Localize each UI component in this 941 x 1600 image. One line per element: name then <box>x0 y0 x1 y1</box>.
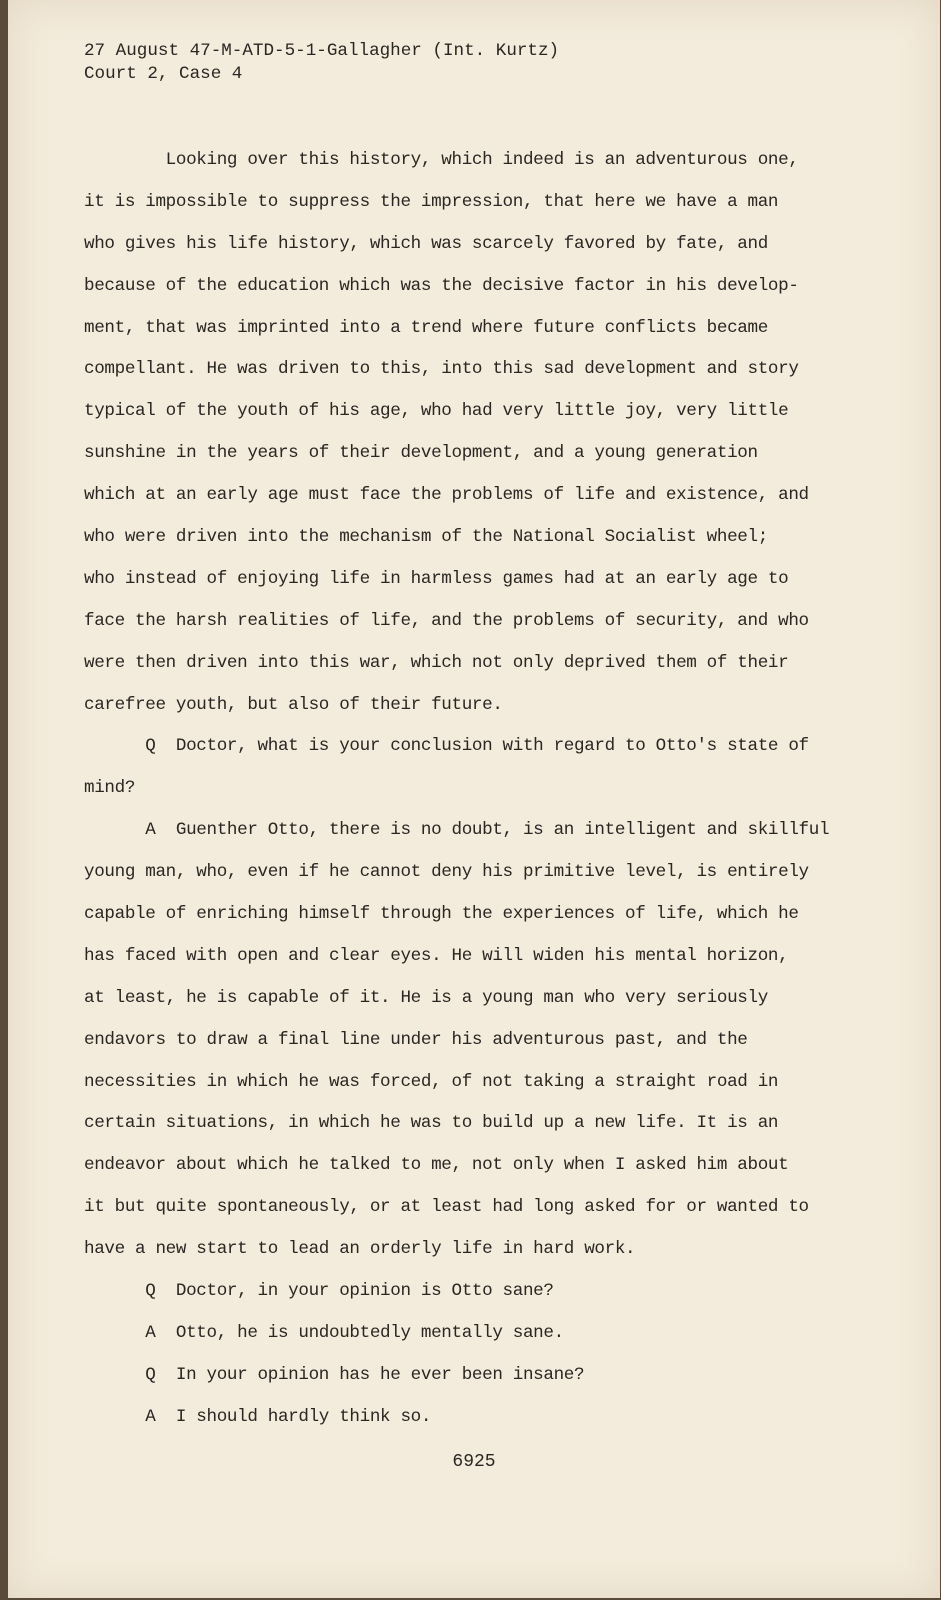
answer-line: A I should hardly think so. <box>84 1406 432 1427</box>
text-line: because of the education which was the decisive factor in his develop- <box>84 275 799 296</box>
text-line: were then driven into this war, which not only deprived them of their <box>84 652 789 673</box>
text-line: compellant. He was driven to this, into this sad development and story <box>84 359 799 380</box>
text-line: capable of enriching himself through the experiences of life, which he <box>84 904 799 925</box>
text-line: has faced with open and clear eyes. He will widen his mental horizon, <box>84 945 789 966</box>
text-line: who instead of enjoying life in harmless games had at an early age to <box>84 568 789 589</box>
text-line: ment, that was imprinted into a trend where future conflicts became <box>84 317 768 338</box>
text-line: necessities in which he was forced, of not taking a straight road in <box>84 1071 779 1092</box>
text-line: certain situations, in which he was to build up a new life. It is an <box>84 1113 779 1134</box>
question-line: Q Doctor, in your opinion is Otto sane? <box>84 1281 554 1302</box>
text-line: mind? <box>84 778 136 799</box>
document-page <box>8 0 940 1598</box>
document-header <box>84 40 559 86</box>
question-line: Q In your opinion has he ever been insane? <box>84 1364 585 1385</box>
question-line: Q Doctor, what is your conclusion with regard to Otto's state of <box>84 736 809 757</box>
document-body <box>84 140 844 1439</box>
answer-line: A Otto, he is undoubtedly mentally sane. <box>84 1322 564 1343</box>
header-date-line: 27 August 47-M-ATD-5-1-Gallagher (Int. Kurtz) <box>84 41 560 61</box>
text-line: it is impossible to suppress the impression, that here we have a man <box>84 191 779 212</box>
text-line: endeavor about which he talked to me, not only when I asked him about <box>84 1155 789 1176</box>
text-line: at least, he is capable of it. He is a young man who very seriously <box>84 987 768 1008</box>
text-line: have a new start to lead an orderly life in hard work. <box>84 1239 636 1260</box>
text-line: face the harsh realities of life, and the problems of security, and who <box>84 610 809 631</box>
text-line: typical of the youth of his age, who had very little joy, very little <box>84 401 789 422</box>
text-line: it but quite spontaneously, or at least had long asked for or wanted to <box>84 1197 809 1218</box>
text-line: who gives his life history, which was scarcely favored by fate, and <box>84 233 768 254</box>
text-line: young man, who, even if he cannot deny his primitive level, is entirely <box>84 862 809 883</box>
answer-line: A Guenther Otto, there is no doubt, is an intelligent and skillful <box>84 820 830 841</box>
page-number: 6925 <box>452 1452 496 1472</box>
text-line: who were driven into the mechanism of the National Socialist wheel; <box>84 527 768 548</box>
text-line: Looking over this history, which indeed is an adventurous one, <box>84 150 799 170</box>
text-line: sunshine in the years of their development, and a young generation <box>84 443 758 464</box>
text-line: endavors to draw a final line under his adventurous past, and the <box>84 1029 748 1050</box>
header-court-line: Court 2, Case 4 <box>84 64 243 84</box>
text-line: carefree youth, but also of their future. <box>84 694 503 715</box>
text-line: which at an early age must face the problems of life and existence, and <box>84 485 809 506</box>
